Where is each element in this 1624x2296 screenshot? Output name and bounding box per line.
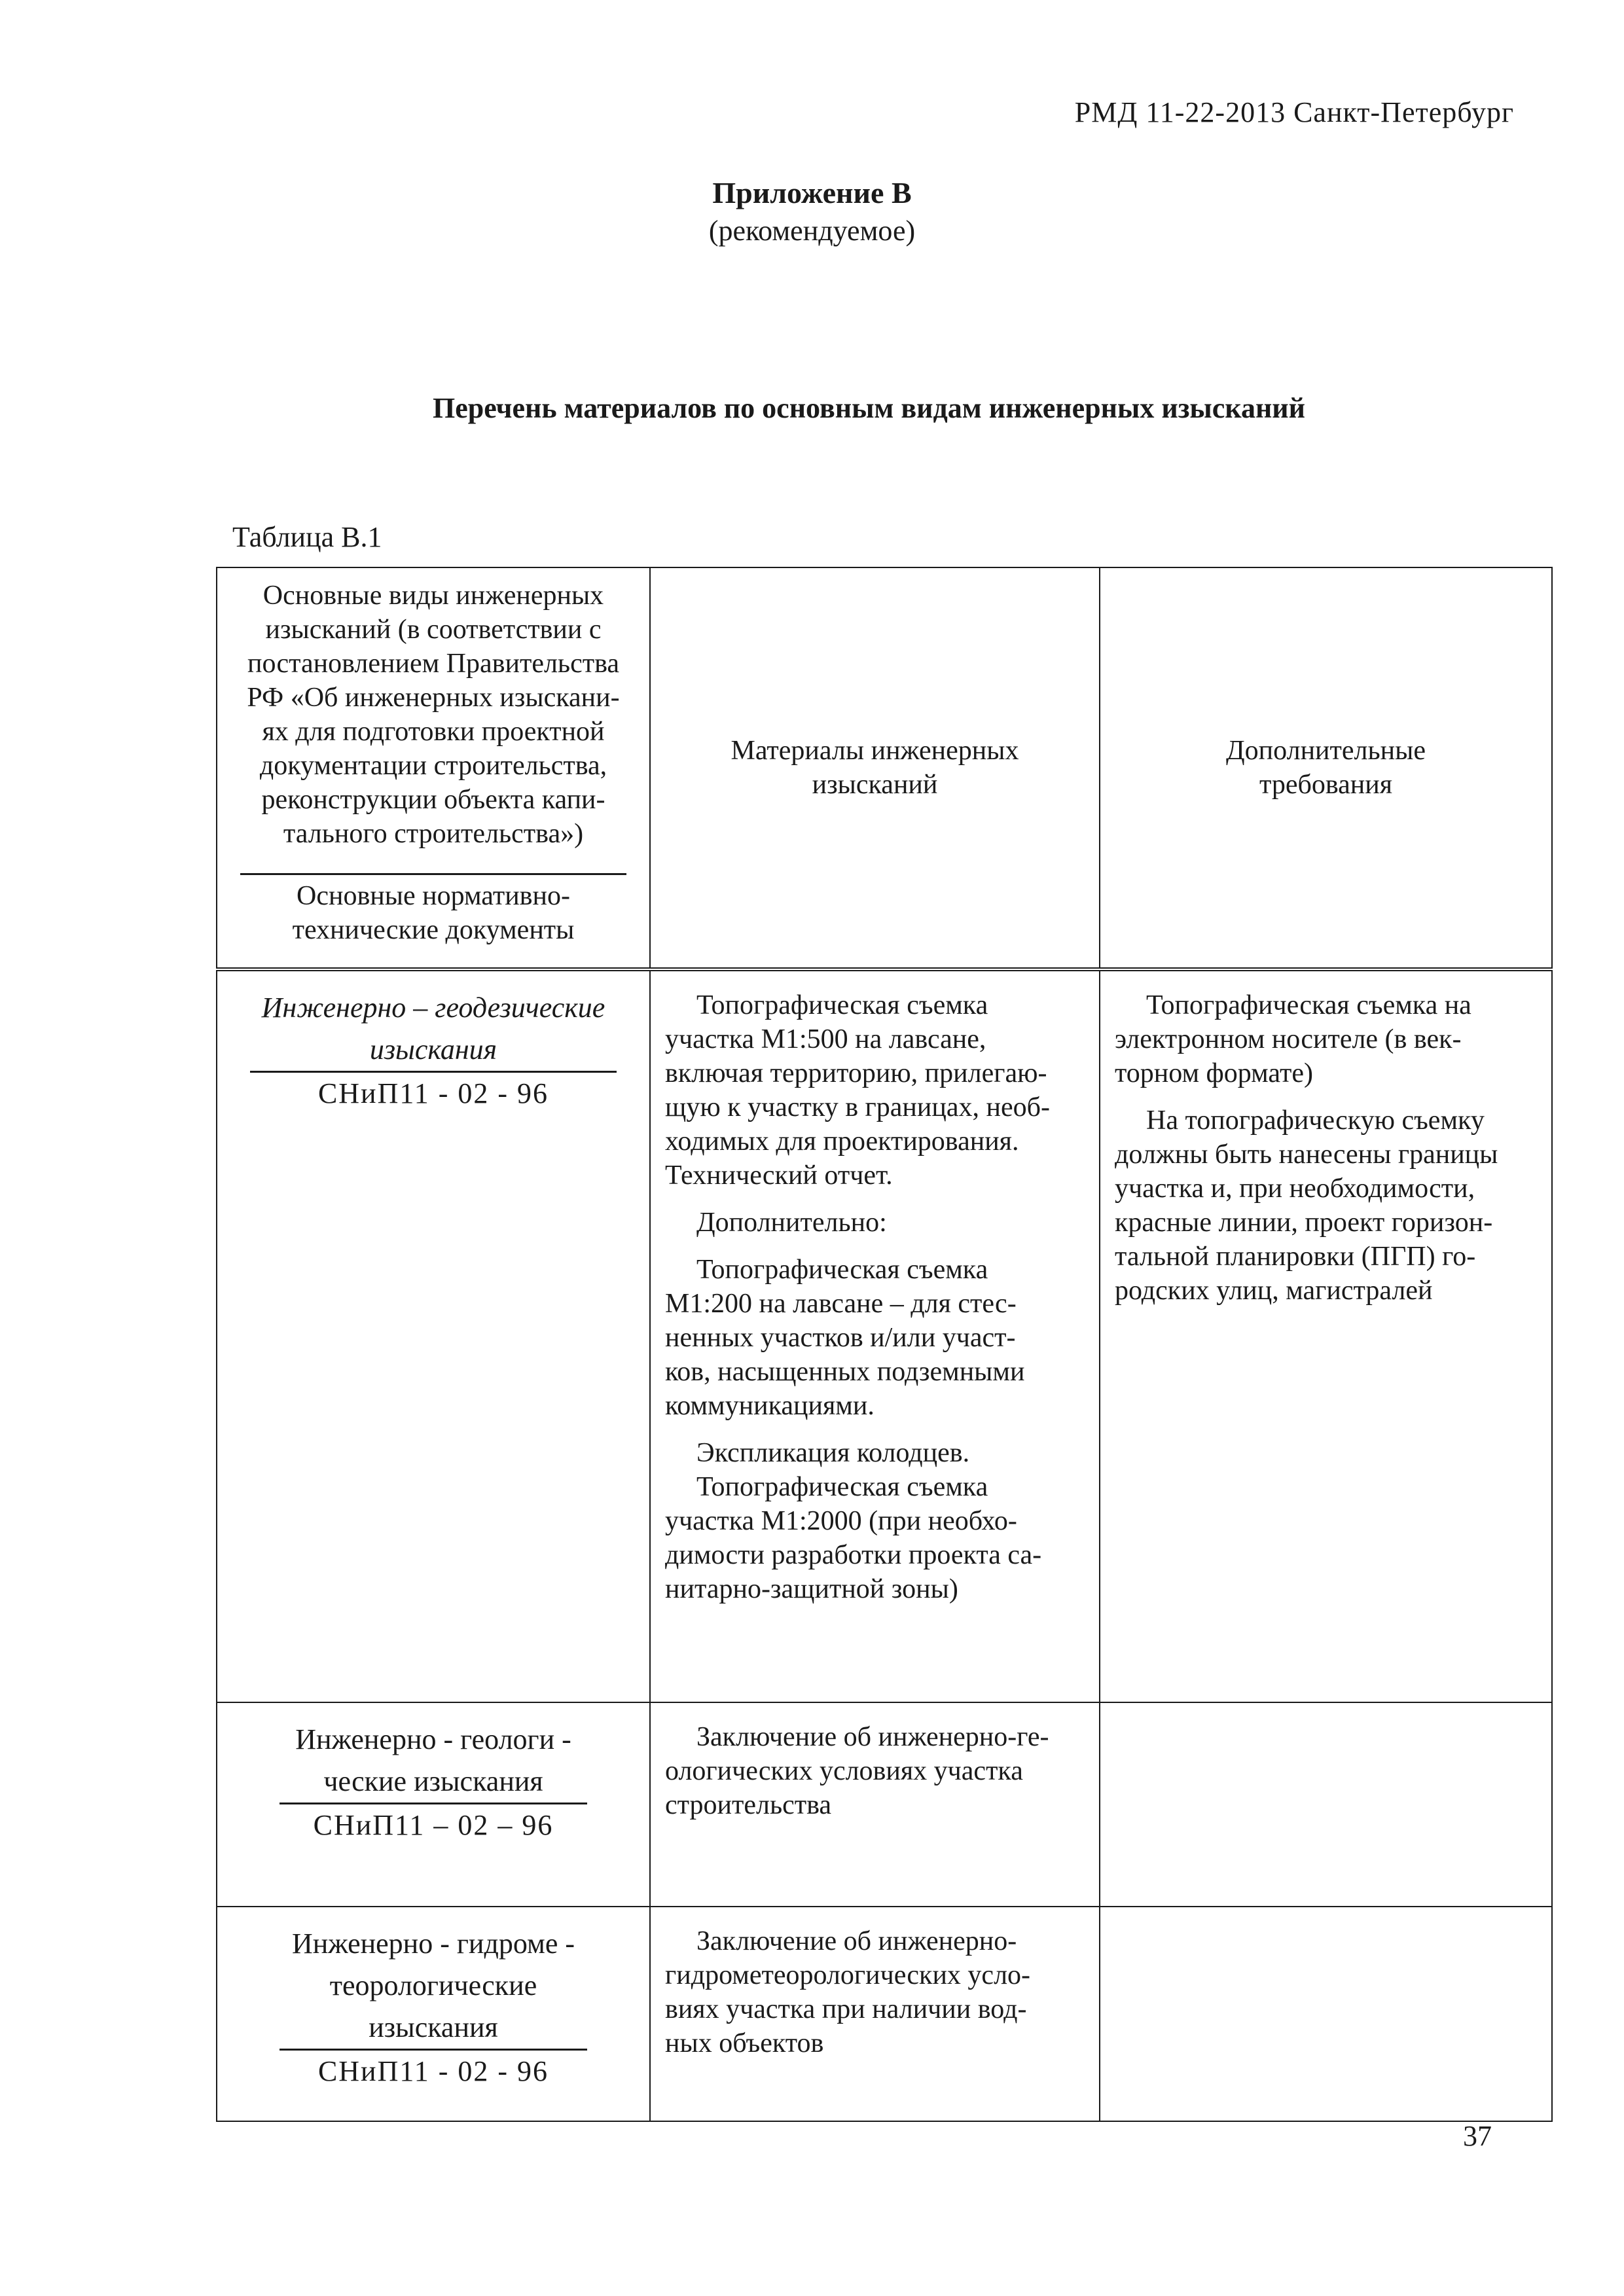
text-line: ков, насыщенных подземными (665, 1357, 1025, 1387)
header-kinds-line: Основные виды инженерных (262, 581, 604, 611)
text-line: Топографическая съемка на (1146, 990, 1471, 1020)
text-line: димости разработки проекта са- (665, 1540, 1042, 1570)
materials-paragraph (665, 1253, 1086, 1423)
text-line: коммуникациями. (665, 1391, 875, 1421)
materials-table (216, 567, 1553, 2122)
requirements-paragraph (1115, 1103, 1538, 1308)
survey-kind-line: Инженерно - гидроме - (291, 1928, 575, 1960)
survey-kind-cell (217, 1702, 650, 1907)
norm-document: СНиП11 - 02 - 96 (317, 1077, 549, 1109)
header-requirements-line: Дополнительные (1226, 736, 1426, 766)
table-caption: Таблица В.1 (232, 521, 382, 553)
text-line: красные линии, проект горизон- (1115, 1208, 1493, 1238)
requirements-cell (1100, 969, 1552, 1702)
header-materials-line: Материалы инженерных (731, 736, 1019, 766)
header-kinds-line: тального строительства») (283, 819, 584, 849)
text-line: родских улиц, магистралей (1115, 1276, 1433, 1306)
text-line: участка и, при необходимости, (1115, 1174, 1475, 1204)
list-title: Перечень материалов по основным видам инженерных изысканий (432, 392, 1306, 424)
text-line: щую к участку в границах, необ- (665, 1092, 1050, 1122)
text-line: торном формате) (1115, 1058, 1313, 1088)
requirements-cell (1100, 1907, 1552, 2121)
header-kinds-line: РФ «Об инженерных изыскани- (247, 683, 620, 713)
text-line: ных объектов (665, 2028, 824, 2058)
appendix-subtitle: (рекомендуемое) (708, 215, 916, 247)
text-line: ологических условиях участка (665, 1756, 1023, 1786)
text-line: На топографическую съемку (1146, 1105, 1485, 1136)
text-line: Топографическая съемка (696, 990, 988, 1020)
norm-document: СНиП11 - 02 - 96 (317, 2055, 549, 2087)
text-line: нитарно-защитной зоны) (665, 1574, 958, 1604)
requirements-paragraph (1115, 988, 1538, 1090)
text-line: включая территорию, прилегаю- (665, 1058, 1047, 1088)
materials-paragraph (665, 1206, 1086, 1240)
text-line: Дополнительно: (696, 1208, 887, 1238)
appendix-title: Приложение В (712, 176, 912, 209)
survey-kind-cell (217, 1907, 650, 2121)
header-cell-requirements (1100, 567, 1552, 969)
text-line: должны быть нанесены границы (1115, 1139, 1498, 1170)
materials-cell (650, 1907, 1100, 2121)
header-cell-kinds (217, 567, 650, 969)
survey-kind-line: теорологические (329, 1969, 537, 2001)
table-row (217, 1702, 1552, 1907)
header-materials-line: изысканий (812, 770, 938, 800)
header-kinds-line: реконструкции объекта капи- (261, 785, 605, 815)
page-number: 37 (1463, 2120, 1492, 2152)
text-line: М1:200 на лавсане – для стес- (665, 1289, 1017, 1319)
header-kinds-line: постановлением Правительства (247, 649, 619, 679)
header-norms-text (228, 879, 639, 947)
table-row (217, 1907, 1552, 2121)
text-line: Топографическая съемка (696, 1472, 988, 1502)
materials-cell (650, 969, 1100, 1702)
text-line: виях участка при наличии вод- (665, 1994, 1027, 2024)
survey-kind-line: Инженерно - геологи - (295, 1723, 571, 1755)
text-line: гидрометеорологических усло- (665, 1960, 1031, 1990)
table-header-row (217, 567, 1552, 969)
header-kinds-line: документации строительства, (259, 751, 607, 781)
header-norms-line: технические документы (292, 915, 575, 945)
document-code-header: РМД 11-22-2013 Санкт-Петербург (1074, 96, 1514, 128)
materials-paragraph (665, 1924, 1086, 2060)
materials-cell (650, 1702, 1100, 1907)
survey-kind-cell (217, 969, 650, 1702)
header-cell-materials (650, 567, 1100, 969)
survey-kind-line: изыскания (369, 1033, 497, 1066)
materials-paragraph (665, 1470, 1086, 1606)
text-line: Заключение об инженерно-ге- (696, 1722, 1049, 1752)
survey-kind-line: изыскания (369, 2011, 498, 2043)
requirements-cell (1100, 1702, 1552, 1907)
header-divider (240, 873, 626, 875)
text-line: тальной планировки (ПГП) го- (1115, 1242, 1476, 1272)
header-requirements-line: требования (1259, 770, 1393, 800)
text-line: Экспликация колодцев. (696, 1438, 970, 1468)
text-line: Технический отчет. (665, 1160, 893, 1191)
header-kinds-line: изысканий (в соответствии с (265, 615, 602, 645)
materials-paragraph (665, 1436, 1086, 1470)
materials-paragraph (665, 988, 1086, 1193)
norm-document: СНиП11 – 02 – 96 (313, 1809, 554, 1841)
header-norms-line: Основные нормативно- (297, 881, 570, 911)
header-kinds-text (228, 579, 639, 851)
table-row (217, 969, 1552, 1702)
header-kinds-line: ях для подготовки проектной (262, 717, 605, 747)
text-line: участка М1:2000 (при необхо- (665, 1506, 1017, 1536)
text-line: Топографическая съемка (696, 1255, 988, 1285)
survey-kind-line: ческие изыскания (323, 1765, 543, 1797)
text-line: Заключение об инженерно- (696, 1926, 1017, 1956)
survey-kind-line: Инженерно – геодезические (261, 992, 605, 1024)
text-line: ходимых для проектирования. (665, 1126, 1019, 1157)
materials-paragraph (665, 1720, 1086, 1822)
text-line: электронном носителе (в век- (1115, 1024, 1462, 1054)
text-line: участка М1:500 на лавсане, (665, 1024, 986, 1054)
text-line: строительства (665, 1790, 832, 1820)
text-line: ненных участков и/или участ- (665, 1323, 1016, 1353)
